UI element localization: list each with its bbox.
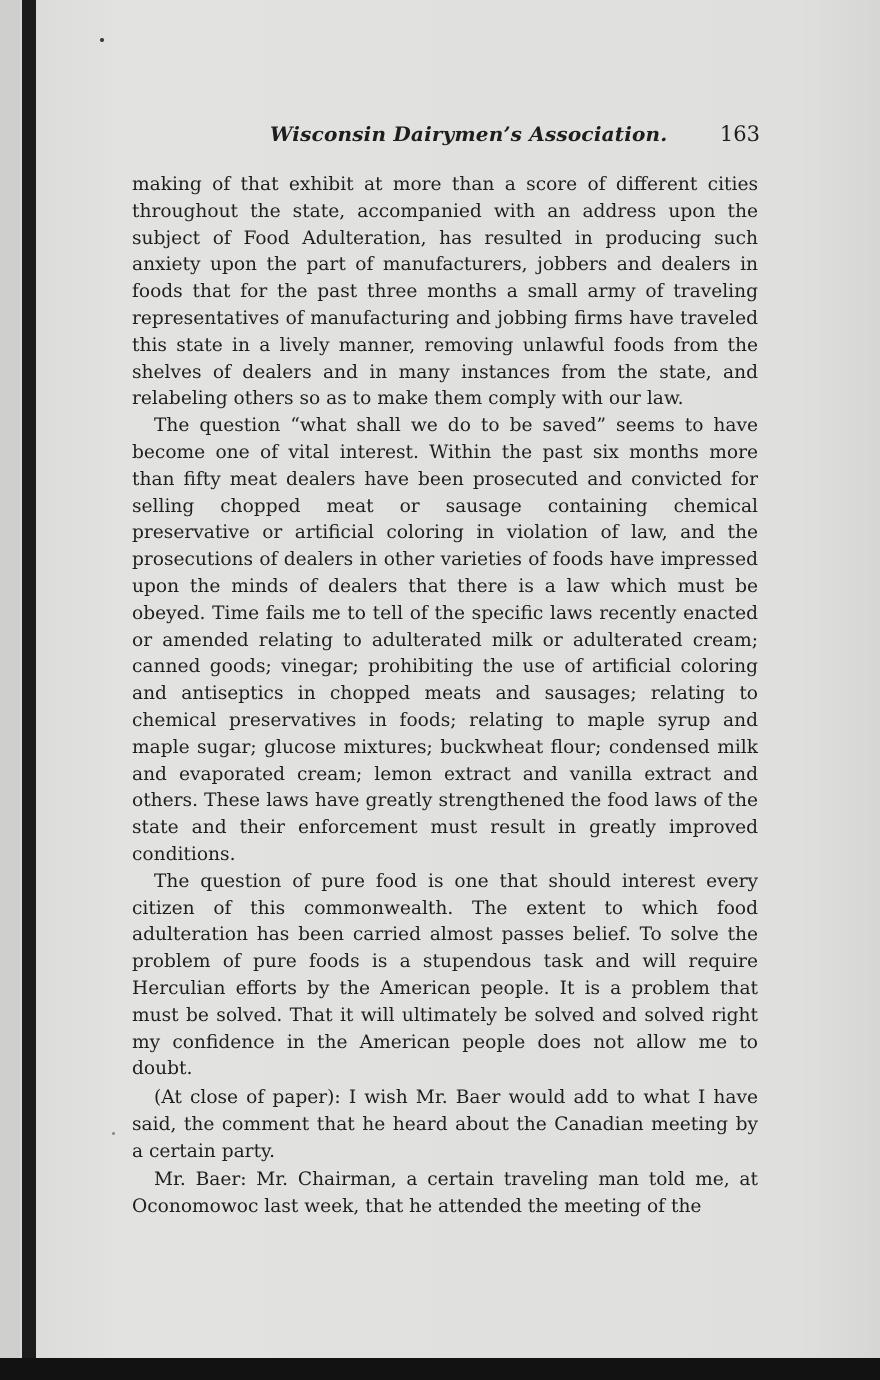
left-page-margin — [0, 0, 20, 1380]
paragraph-close-of-paper: (At close of paper): I wish Mr. Baer would add to what I have said, the comment that he heard about the Canadian meeting by a certain party. — [132, 1087, 758, 1162]
running-head: Wisconsin Dairymen’s Association. — [270, 122, 668, 146]
paragraph-mr-baer: Mr. Baer: Mr. Chairman, a certain traveling man told me, at Oconomowoc last week, that he attended the meeting of the — [132, 1169, 758, 1218]
page-number: 163 — [719, 122, 760, 146]
paragraph-pure-food: The question of pure food is one that should interest every citizen of this commonwealth. The extent to which food adulteration has been carried almost passes belief. To solve the problem of pure foods is a stupendous task and will require Herculian efforts by the American people. It is a problem that must be solved. That it will ultimately be solved and solved right my confidence in the American people does not allow me to doubt. — [132, 870, 758, 1080]
book-binding-edge — [22, 0, 36, 1360]
paragraph-saved-question: The question “what shall we do to be saved” seems to have become one of vital interest. Within the past six months more than fifty meat dealers have been prosecuted and convicted for selling chopped meat or sausage containing chemical preservative or artificial coloring in violation of law, and the prosecutions of dealers in other varieties of foods have impressed upon the minds of dealers that there is a law which must be obeyed. Time fails me to tell of the specific laws recently enacted or amended relating to adulterated milk or adulterated cream; canned goods; vinegar; prohibiting the use of artificial coloring and antiseptics in chopped meats and sausages; relating to chemical preservatives in foods; relating to maple syrup and maple sugar; glucose mixtures; buckwheat flour; condensed milk and evaporated cream; lemon extract and vanilla extract and others. These laws have greatly strengthened the food laws of the state and their enforcement must result in greatly improved conditions. — [132, 415, 758, 865]
scan-bottom-edge — [0, 1358, 880, 1380]
print-speck — [112, 1132, 115, 1135]
print-speck — [100, 38, 104, 42]
page-header — [130, 122, 760, 152]
body-text — [132, 172, 758, 1221]
paragraph-continuation: making of that exhibit at more than a score of different cities throughout the state, accompanied with an address upon the subject of Food Adulteration, has resulted in producing such anxiety upon the part of manufacturers, jobbers and dealers in foods that for the past three months a small army of traveling representatives of manufacturing and jobbing firms have traveled this state in a lively manner, removing unlawful foods from the shelves of dealers and in many instances from the state, and relabeling others so as to make them comply with our law. — [132, 174, 758, 410]
